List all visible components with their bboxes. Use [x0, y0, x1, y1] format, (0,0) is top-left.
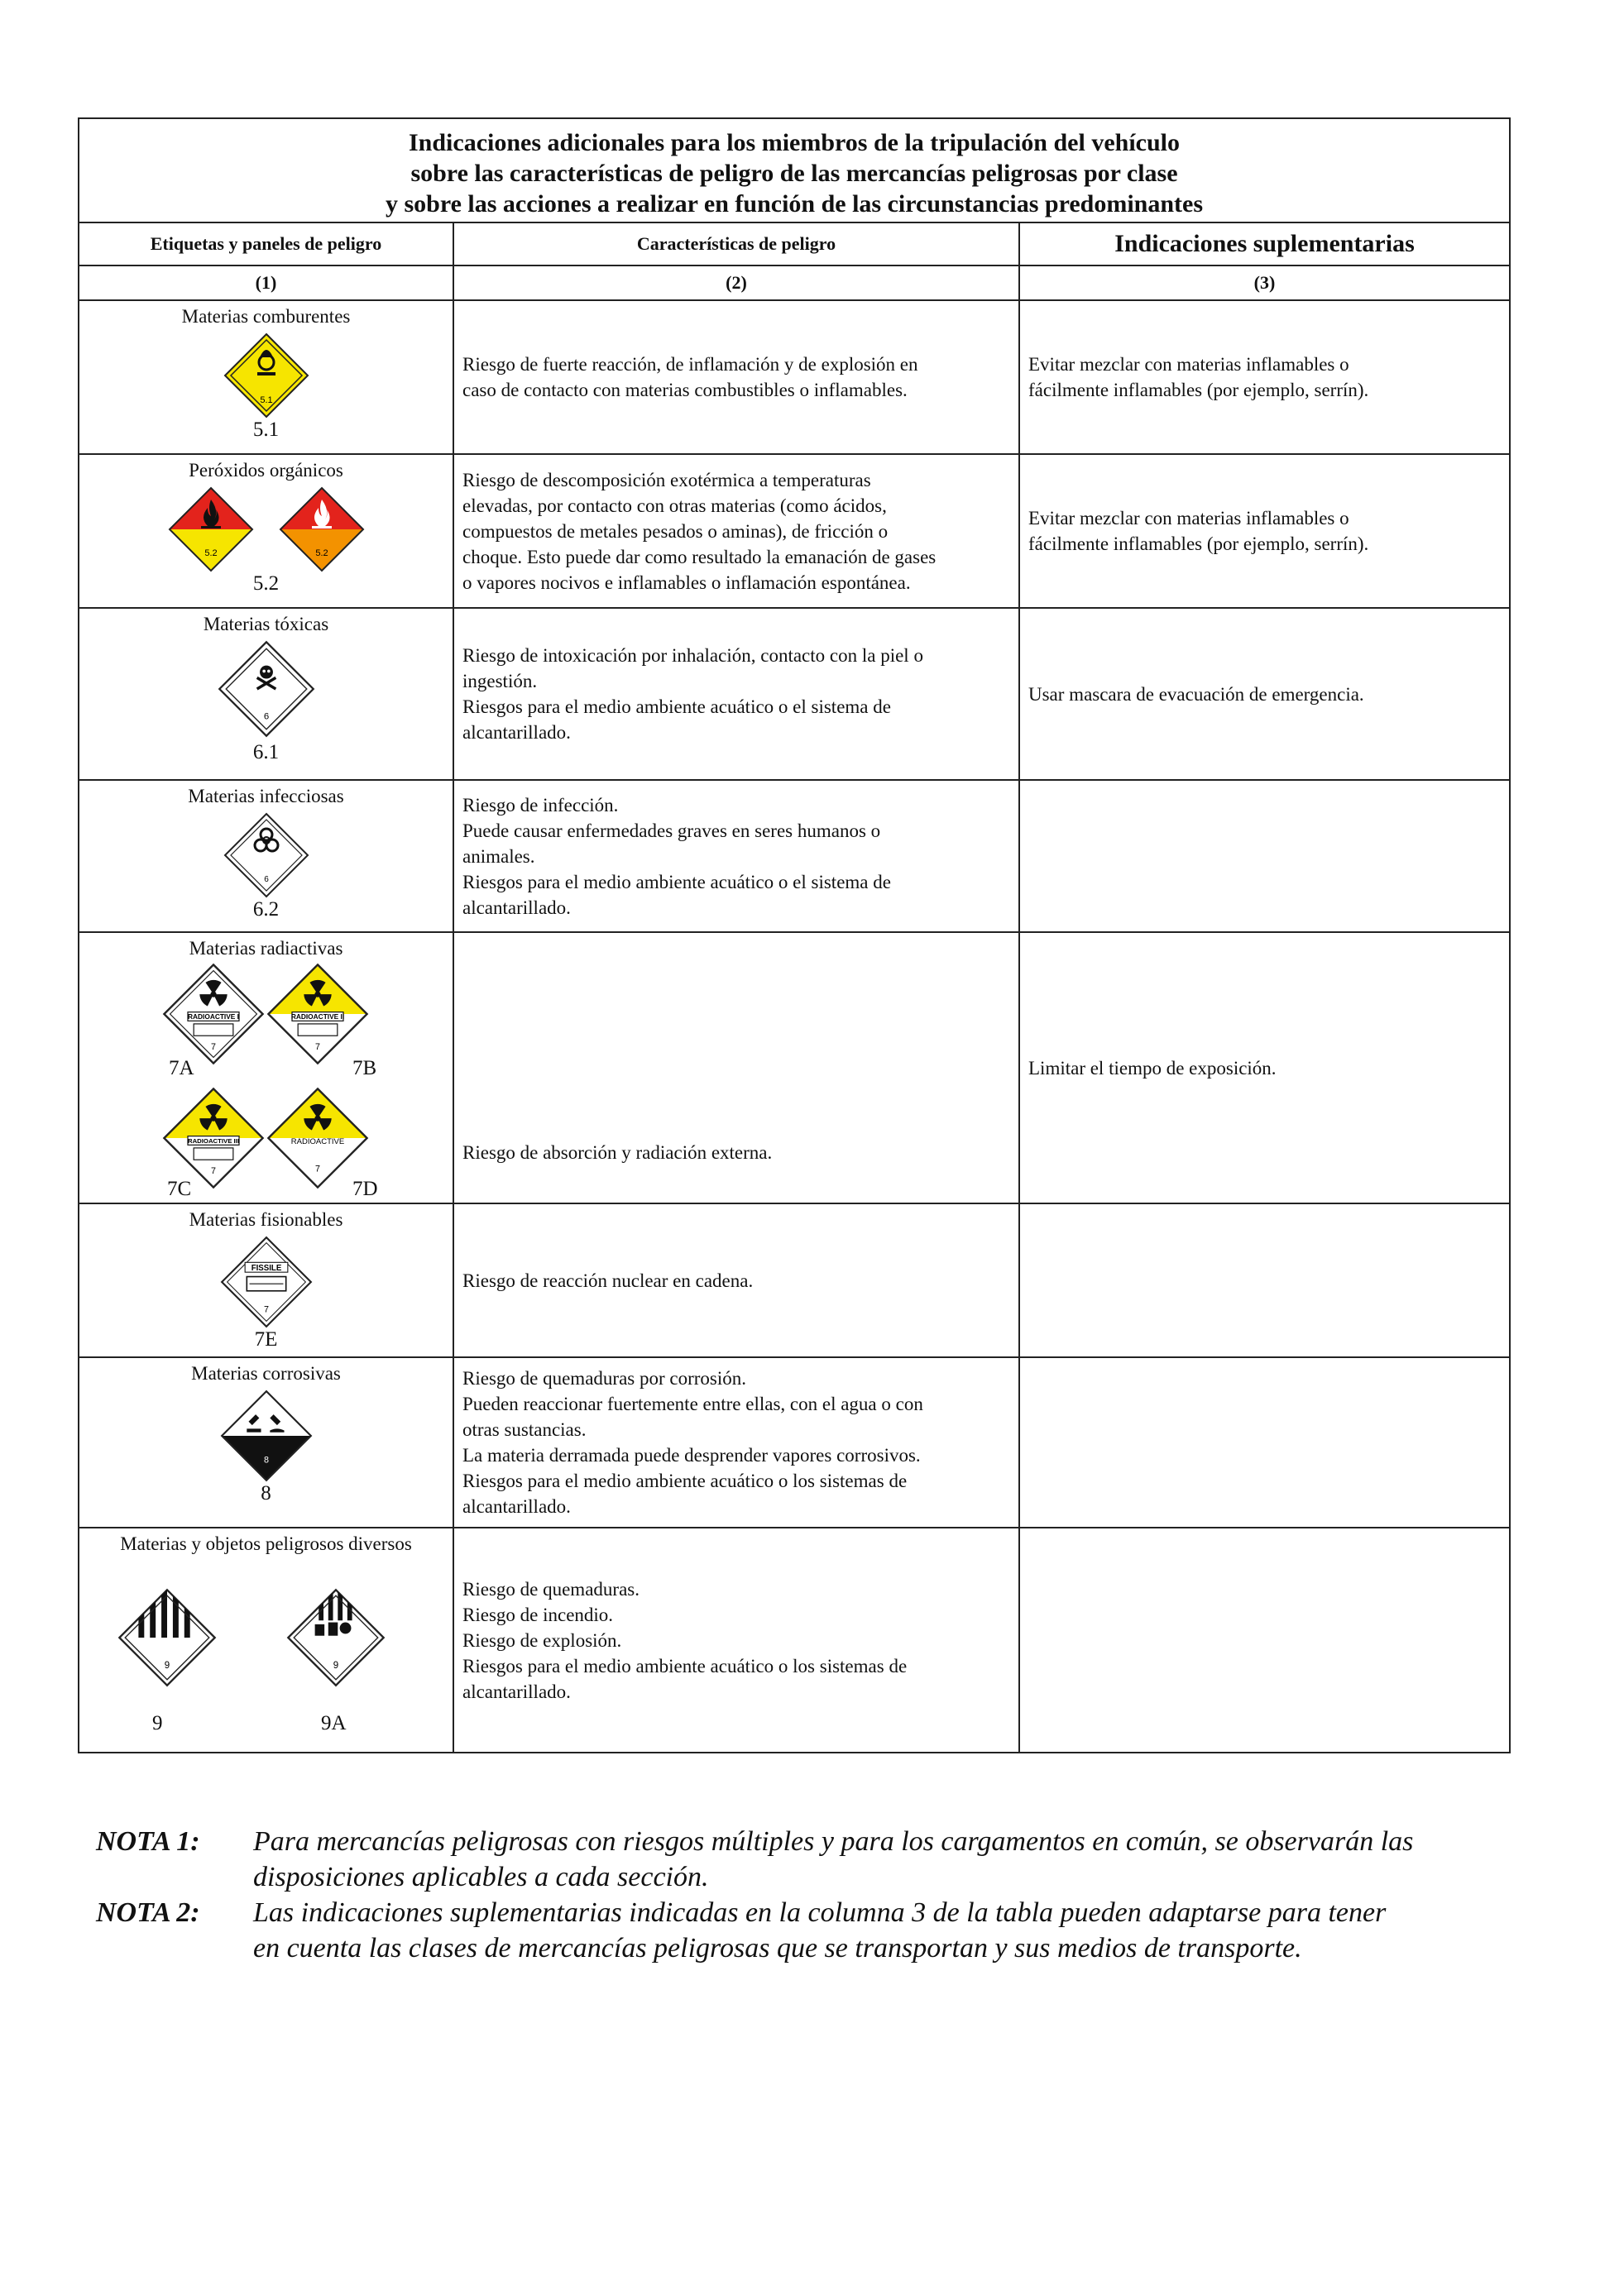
class-code: 9 — [152, 1712, 163, 1734]
class-code: 6.2 — [252, 898, 280, 921]
radioactive-placard-icon — [266, 1087, 369, 1189]
title-line-2: sobre las características de peligro de las mercancías peligrosas por clase — [410, 160, 1178, 187]
hazard-line: animales. — [462, 845, 535, 867]
hazard-cell — [453, 1528, 1019, 1753]
action-line: fácilmente inflamables (por ejemplo, serrín). — [1028, 533, 1369, 554]
notes-section — [96, 1824, 1535, 1966]
action-cell — [1019, 1357, 1510, 1528]
organic-peroxide-placard-icon — [279, 486, 365, 572]
hazard-line: choque. Esto puede dar como resultado la emanación de gases — [462, 546, 937, 567]
hazard-line: Riesgo de intoxicación por inhalación, contacto con la piel o — [462, 645, 923, 666]
sign-text: FISSILE — [251, 1264, 281, 1273]
hazard-cell — [453, 932, 1019, 1203]
corrosive-placard-icon — [220, 1390, 313, 1482]
hazard-line: Riesgo de reacción nuclear en cadena. — [462, 1270, 754, 1291]
column-number-1: (1) — [79, 265, 453, 300]
sign-number: 5.2 — [314, 548, 328, 558]
table-row — [79, 454, 1510, 608]
sign-number: 6 — [263, 711, 269, 722]
hazard-line: Riesgo de incendio. — [462, 1604, 614, 1625]
sign-text: RADIOACTIVE — [290, 1137, 345, 1147]
hazard-line: Puede causar enfermedades graves en seres humanos o — [462, 820, 881, 841]
sign-number: 5.1 — [259, 395, 273, 405]
sign-number: 5.2 — [204, 548, 218, 558]
hazard-line: Pueden reaccionar fuertemente entre ellas, con el agua o con — [462, 1394, 923, 1414]
hazard-line: elevadas, por contacto con otras materias (como ácidos, — [462, 495, 887, 516]
hazard-line: ingestión. — [462, 671, 538, 691]
hazard-line: Riesgo de explosión. — [462, 1629, 622, 1651]
fissile-placard-icon — [220, 1236, 313, 1328]
table-row — [79, 780, 1510, 932]
hazard-line: alcantarillado. — [462, 722, 571, 743]
sign-number: 8 — [263, 1455, 269, 1466]
note-tag: NOTA 2: — [96, 1897, 200, 1928]
hazard-line: Riesgo de fuerte reacción, de inflamación y de explosión en — [462, 354, 918, 375]
note-line: Las indicaciones suplementarias indicadas en la columna 3 de la tabla pueden adaptarse para tener — [253, 1897, 1387, 1928]
note-2 — [96, 1895, 1535, 1966]
note-line: disposiciones aplicables a cada sección. — [253, 1862, 709, 1892]
misc-dangerous-placard-icon — [117, 1588, 217, 1687]
label-cell — [79, 300, 453, 454]
hazard-line: Riesgo de quemaduras por corrosión. — [462, 1368, 747, 1389]
lithium-battery-placard-icon — [286, 1588, 386, 1687]
biohazard-placard-icon — [223, 812, 309, 898]
hazard-line: La materia derramada puede desprender vapores corrosivos. — [462, 1445, 921, 1466]
class-label: Materias tóxicas — [203, 614, 329, 634]
action-cell — [1019, 454, 1510, 608]
action-line: fácilmente inflamables (por ejemplo, serrín). — [1028, 380, 1369, 400]
class-label: Materias corrosivas — [191, 1363, 341, 1384]
radioactive-ii-placard-icon — [266, 963, 369, 1065]
label-cell — [79, 1203, 453, 1357]
class-code: 7A — [169, 1057, 194, 1079]
class-label: Materias y objetos peligrosos diversos — [120, 1533, 412, 1554]
table-row — [79, 1203, 1510, 1357]
column-number-2: (2) — [453, 265, 1019, 300]
label-cell — [79, 932, 453, 1203]
sign-number: 6 — [263, 875, 269, 884]
hazard-cell — [453, 608, 1019, 780]
class-code: 8 — [261, 1482, 271, 1504]
sign-number: 7 — [315, 1041, 320, 1052]
hazard-line: alcantarillado. — [462, 1681, 571, 1702]
hazard-cell — [453, 454, 1019, 608]
class-code: 7D — [352, 1178, 378, 1200]
class-label: Materias comburentes — [181, 306, 351, 327]
action-cell — [1019, 608, 1510, 780]
sign-number: 7 — [211, 1165, 216, 1176]
action-cell — [1019, 1203, 1510, 1357]
table-row — [79, 932, 1510, 1203]
radioactive-i-placard-icon — [162, 963, 265, 1065]
label-cell — [79, 454, 453, 608]
hazard-line: Riesgo de descomposición exotérmica a temperaturas — [462, 469, 871, 490]
sign-text: RADIOACTIVE III — [187, 1136, 240, 1145]
hazard-line: Riesgos para el medio ambiente acuático o los sistemas de — [462, 1471, 908, 1491]
title-line-3: y sobre las acciones a realizar en función de las circunstancias predominantes — [385, 190, 1204, 218]
hazard-cell — [453, 780, 1019, 932]
class-label: Peróxidos orgánicos — [189, 460, 343, 481]
table-title — [79, 118, 1510, 222]
sign-number: 9 — [333, 1660, 339, 1671]
note-line: Para mercancías peligrosas con riesgos múltiples y para los cargamentos en común, se observarán las — [253, 1826, 1414, 1857]
label-cell — [79, 1357, 453, 1528]
sign-text: RADIOACTIVE I — [187, 1012, 240, 1021]
sign-number: 7 — [263, 1304, 269, 1315]
label-cell — [79, 1528, 453, 1753]
class-code: 7E — [254, 1328, 278, 1351]
hazard-line: Riesgos para el medio ambiente acuático o el sistema de — [462, 696, 891, 717]
action-cell — [1019, 932, 1510, 1203]
action-line: Limitar el tiempo de exposición. — [1028, 1057, 1277, 1079]
action-cell — [1019, 1528, 1510, 1753]
class-label: Materias radiactivas — [189, 938, 343, 959]
label-cell — [79, 780, 453, 932]
hazard-line: otras sustancias. — [462, 1419, 587, 1440]
organic-peroxide-placard-icon — [168, 486, 254, 572]
action-cell — [1019, 780, 1510, 932]
class-code: 5.2 — [252, 572, 280, 595]
hazard-cell — [453, 1357, 1019, 1528]
table-row — [79, 300, 1510, 454]
sign-number: 7 — [211, 1041, 216, 1052]
hazard-line: Riesgo de absorción y radiación externa. — [462, 1142, 773, 1163]
class-code: 9A — [321, 1712, 347, 1734]
class-code: 5.1 — [252, 419, 280, 441]
hazard-line: compuestos de metales pesados o aminas), de fricción o — [462, 520, 889, 542]
label-cell — [79, 608, 453, 780]
class-label: Materias fisionables — [189, 1209, 343, 1230]
note-tag: NOTA 1: — [96, 1826, 200, 1857]
class-code: 6.1 — [252, 741, 280, 763]
oxidizer-placard-icon — [223, 332, 309, 419]
column-number-3: (3) — [1019, 265, 1510, 300]
sign-number: 9 — [164, 1660, 170, 1671]
dangerous-goods-table — [78, 117, 1511, 1753]
hazard-line: alcantarillado. — [462, 1496, 571, 1517]
action-line: Evitar mezclar con materias inflamables o — [1028, 354, 1349, 375]
hazard-line: Riesgos para el medio ambiente acuático o el sistema de — [462, 871, 891, 892]
hazard-cell — [453, 1203, 1019, 1357]
header-col3: Indicaciones suplementarias — [1019, 222, 1510, 265]
note-line: en cuenta las clases de mercancías peligrosas que se transportan y sus medios de transporte. — [253, 1933, 1302, 1964]
class-code: 7C — [167, 1178, 192, 1200]
header-col1: Etiquetas y paneles de peligro — [79, 222, 453, 265]
skull-crossbones-placard-icon — [218, 640, 315, 738]
sign-text: RADIOACTIVE II — [290, 1012, 345, 1021]
table-row — [79, 1357, 1510, 1528]
hazard-line: Riesgo de quemaduras. — [462, 1578, 640, 1600]
hazard-line: Riesgos para el medio ambiente acuático o los sistemas de — [462, 1655, 908, 1677]
hazard-cell — [453, 300, 1019, 454]
title-line-1: Indicaciones adicionales para los miembros de la tripulación del vehículo — [409, 129, 1180, 156]
class-label: Materias infecciosas — [188, 786, 344, 806]
note-1 — [96, 1824, 1535, 1895]
class-code: 7B — [352, 1057, 377, 1079]
table-row — [79, 608, 1510, 780]
table-row — [79, 1528, 1510, 1753]
action-line: Usar mascara de evacuación de emergencia. — [1028, 683, 1364, 705]
action-cell — [1019, 300, 1510, 454]
hazard-line: alcantarillado. — [462, 897, 571, 918]
sign-number: 7 — [315, 1164, 320, 1174]
hazard-line: o vapores nocivos e inflamables o inflamación espontánea. — [462, 572, 911, 593]
hazard-line: Riesgo de infección. — [462, 794, 619, 816]
hazard-line: caso de contacto con materias combustibles o inflamables. — [462, 380, 908, 400]
radioactive-iii-placard-icon — [162, 1087, 265, 1189]
action-line: Evitar mezclar con materias inflamables o — [1028, 508, 1349, 529]
header-col2: Características de peligro — [453, 222, 1019, 265]
